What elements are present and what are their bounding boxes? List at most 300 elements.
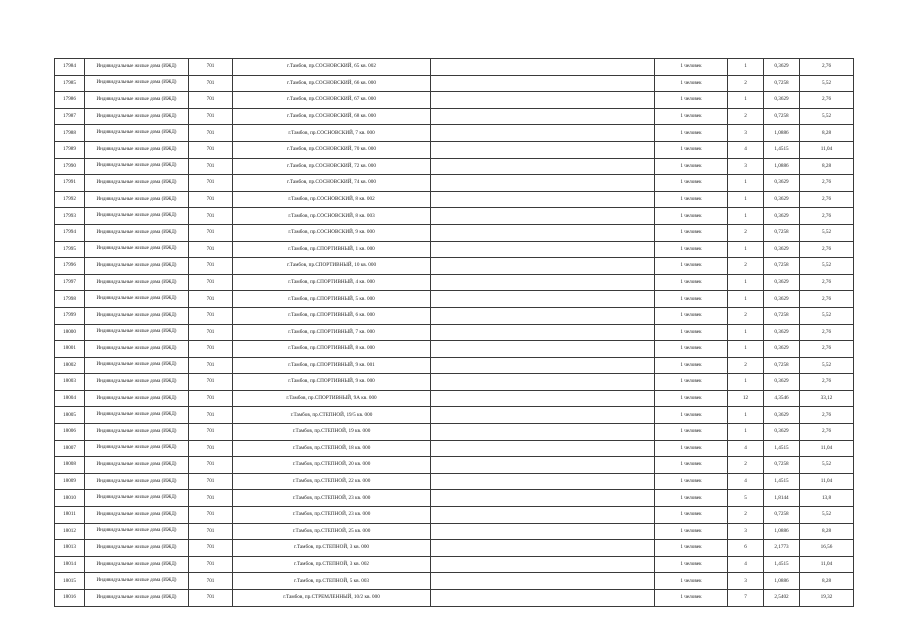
unit-cell: 1 человек: [655, 274, 728, 291]
code-cell: 701: [189, 75, 233, 92]
housing-type-cell: Индивидуальные жилые дома (ИЖД): [85, 573, 189, 590]
unit-cell: 1 человек: [655, 573, 728, 590]
row-id-cell: 18002: [55, 357, 85, 374]
total-cell: 13,8: [800, 490, 854, 507]
unit-cell: 1 человек: [655, 540, 728, 557]
total-cell: 11,04: [800, 440, 854, 457]
total-cell: 2,76: [800, 324, 854, 341]
total-cell: 11,04: [800, 473, 854, 490]
quantity-cell: 3: [728, 125, 764, 142]
quantity-cell: 5: [728, 490, 764, 507]
housing-type-cell: Индивидуальные жилые дома (ИЖД): [85, 523, 189, 540]
total-cell: 33,12: [800, 390, 854, 407]
total-cell: 19,32: [800, 590, 854, 607]
value-cell: 0,3629: [764, 291, 800, 308]
address-cell: г.Тамбов, пр.СОСНОВСКИЙ, 68 кв. 000: [233, 108, 431, 125]
quantity-cell: 2: [728, 307, 764, 324]
total-cell: 2,76: [800, 92, 854, 109]
address-cell: г.Тамбов, пр.СОСНОВСКИЙ, 7 кв. 000: [233, 125, 431, 142]
total-cell: 2,76: [800, 241, 854, 258]
value-cell: 0,3629: [764, 208, 800, 225]
address-cell: г.Тамбов, пр.СТЕПНОЙ, 5 кв. 003: [233, 573, 431, 590]
table-row: [55, 324, 854, 341]
row-id-cell: 18011: [55, 507, 85, 524]
code-cell: 701: [189, 540, 233, 557]
code-cell: 701: [189, 424, 233, 441]
quantity-cell: 1: [728, 374, 764, 391]
code-cell: 701: [189, 507, 233, 524]
quantity-cell: 3: [728, 573, 764, 590]
unit-cell: 1 человек: [655, 141, 728, 158]
address-cell: г.Тамбов, пр.СТЕПНОЙ, 22 кв. 000: [233, 473, 431, 490]
quantity-cell: 1: [728, 59, 764, 76]
empty-cell: [431, 208, 655, 225]
address-cell: г.Тамбов, пр.СПОРТИВНЫЙ, 1 кв. 000: [233, 241, 431, 258]
address-cell: г.Тамбов, пр.СПОРТИВНЫЙ, 9 кв. 001: [233, 357, 431, 374]
row-id-cell: 17995: [55, 241, 85, 258]
row-id-cell: 17991: [55, 175, 85, 192]
housing-type-cell: Индивидуальные жилые дома (ИЖД): [85, 258, 189, 275]
empty-cell: [431, 556, 655, 573]
value-cell: 1,4515: [764, 440, 800, 457]
total-cell: 2,76: [800, 374, 854, 391]
empty-cell: [431, 191, 655, 208]
row-id-cell: 17988: [55, 125, 85, 142]
housing-type-cell: Индивидуальные жилые дома (ИЖД): [85, 224, 189, 241]
row-id-cell: 18001: [55, 341, 85, 358]
unit-cell: 1 человек: [655, 258, 728, 275]
address-cell: г.Тамбов, пр.СОСНОВСКИЙ, 70 кв. 000: [233, 141, 431, 158]
code-cell: 701: [189, 125, 233, 142]
value-cell: 0,3629: [764, 191, 800, 208]
unit-cell: 1 человек: [655, 175, 728, 192]
table-row: [55, 424, 854, 441]
value-cell: 0,7258: [764, 108, 800, 125]
row-id-cell: 17997: [55, 274, 85, 291]
total-cell: 2,76: [800, 175, 854, 192]
empty-cell: [431, 125, 655, 142]
empty-cell: [431, 407, 655, 424]
table-row: [55, 108, 854, 125]
quantity-cell: 3: [728, 158, 764, 175]
table-row: [55, 274, 854, 291]
empty-cell: [431, 224, 655, 241]
empty-cell: [431, 291, 655, 308]
unit-cell: 1 человек: [655, 457, 728, 474]
total-cell: 5,52: [800, 507, 854, 524]
unit-cell: 1 человек: [655, 125, 728, 142]
address-cell: г.Тамбов, пр.СПОРТИВНЫЙ, 6 кв. 000: [233, 307, 431, 324]
value-cell: 1,0886: [764, 125, 800, 142]
quantity-cell: 7: [728, 590, 764, 607]
unit-cell: 1 человек: [655, 208, 728, 225]
total-cell: 2,76: [800, 407, 854, 424]
total-cell: 5,52: [800, 108, 854, 125]
housing-type-cell: Индивидуальные жилые дома (ИЖД): [85, 241, 189, 258]
empty-cell: [431, 473, 655, 490]
housing-type-cell: Индивидуальные жилые дома (ИЖД): [85, 175, 189, 192]
table-row: [55, 407, 854, 424]
empty-cell: [431, 258, 655, 275]
quantity-cell: 1: [728, 191, 764, 208]
unit-cell: 1 человек: [655, 291, 728, 308]
row-id-cell: 18000: [55, 324, 85, 341]
housing-type-cell: Индивидуальные жилые дома (ИЖД): [85, 125, 189, 142]
table-row: [55, 457, 854, 474]
unit-cell: 1 человек: [655, 158, 728, 175]
quantity-cell: 2: [728, 224, 764, 241]
table-row: [55, 507, 854, 524]
address-cell: г.Тамбов, пр.СТЕПНОЙ, 23 кв. 000: [233, 490, 431, 507]
empty-cell: [431, 390, 655, 407]
empty-cell: [431, 307, 655, 324]
row-id-cell: 17990: [55, 158, 85, 175]
quantity-cell: 2: [728, 457, 764, 474]
table-row: [55, 191, 854, 208]
quantity-cell: 1: [728, 291, 764, 308]
table-row: [55, 59, 854, 76]
total-cell: 11,04: [800, 556, 854, 573]
unit-cell: 1 человек: [655, 473, 728, 490]
unit-cell: 1 человек: [655, 324, 728, 341]
quantity-cell: 1: [728, 274, 764, 291]
table-row: [55, 125, 854, 142]
quantity-cell: 12: [728, 390, 764, 407]
row-id-cell: 18014: [55, 556, 85, 573]
table-row: [55, 307, 854, 324]
housing-type-cell: Индивидуальные жилые дома (ИЖД): [85, 556, 189, 573]
quantity-cell: 1: [728, 324, 764, 341]
value-cell: 1,4515: [764, 473, 800, 490]
unit-cell: 1 человек: [655, 357, 728, 374]
table-row: [55, 357, 854, 374]
empty-cell: [431, 374, 655, 391]
empty-cell: [431, 341, 655, 358]
table-row: [55, 390, 854, 407]
housing-type-cell: Индивидуальные жилые дома (ИЖД): [85, 540, 189, 557]
housing-type-cell: Индивидуальные жилые дома (ИЖД): [85, 424, 189, 441]
total-cell: 8,28: [800, 573, 854, 590]
empty-cell: [431, 158, 655, 175]
quantity-cell: 1: [728, 341, 764, 358]
value-cell: 0,3629: [764, 59, 800, 76]
code-cell: 701: [189, 324, 233, 341]
table-row: [55, 523, 854, 540]
row-id-cell: 17987: [55, 108, 85, 125]
housing-type-cell: Индивидуальные жилые дома (ИЖД): [85, 590, 189, 607]
row-id-cell: 18009: [55, 473, 85, 490]
table-row: [55, 208, 854, 225]
housing-type-cell: Индивидуальные жилые дома (ИЖД): [85, 208, 189, 225]
value-cell: 1,0886: [764, 573, 800, 590]
row-id-cell: 18015: [55, 573, 85, 590]
value-cell: 2,5402: [764, 590, 800, 607]
table-body: [55, 59, 854, 607]
total-cell: 5,52: [800, 224, 854, 241]
unit-cell: 1 человек: [655, 374, 728, 391]
code-cell: 701: [189, 407, 233, 424]
address-cell: г.Тамбов, пр.СТРЕМЛЕННЫЙ, 10/2 кв. 000: [233, 590, 431, 607]
empty-cell: [431, 241, 655, 258]
housing-type-cell: Индивидуальные жилые дома (ИЖД): [85, 390, 189, 407]
code-cell: 701: [189, 556, 233, 573]
row-id-cell: 18006: [55, 424, 85, 441]
value-cell: 0,7258: [764, 507, 800, 524]
code-cell: 701: [189, 59, 233, 76]
empty-cell: [431, 92, 655, 109]
table-row: [55, 473, 854, 490]
code-cell: 701: [189, 473, 233, 490]
value-cell: 1,8144: [764, 490, 800, 507]
address-cell: г.Тамбов, пр.СПОРТИВНЫЙ, 9А кв. 000: [233, 390, 431, 407]
empty-cell: [431, 274, 655, 291]
unit-cell: 1 человек: [655, 241, 728, 258]
empty-cell: [431, 108, 655, 125]
unit-cell: 1 человек: [655, 307, 728, 324]
address-cell: г.Тамбов, пр.СТЕПНОЙ, 20 кв. 000: [233, 457, 431, 474]
quantity-cell: 4: [728, 440, 764, 457]
row-id-cell: 17998: [55, 291, 85, 308]
code-cell: 701: [189, 108, 233, 125]
total-cell: 2,76: [800, 191, 854, 208]
address-cell: г.Тамбов, пр.СТЕПНОЙ, 3 кв. 002: [233, 556, 431, 573]
total-cell: 11,04: [800, 141, 854, 158]
empty-cell: [431, 523, 655, 540]
quantity-cell: 2: [728, 75, 764, 92]
value-cell: 1,4515: [764, 556, 800, 573]
total-cell: 8,28: [800, 125, 854, 142]
address-cell: г.Тамбов, пр.СПОРТИВНЫЙ, 8 кв. 000: [233, 341, 431, 358]
code-cell: 701: [189, 274, 233, 291]
quantity-cell: 6: [728, 540, 764, 557]
table-row: [55, 224, 854, 241]
table-row: [55, 374, 854, 391]
address-cell: г.Тамбов, пр.СПОРТИВНЫЙ, 4 кв. 000: [233, 274, 431, 291]
total-cell: 5,52: [800, 75, 854, 92]
empty-cell: [431, 490, 655, 507]
total-cell: 2,76: [800, 424, 854, 441]
housing-type-cell: Индивидуальные жилые дома (ИЖД): [85, 75, 189, 92]
value-cell: 1,4515: [764, 141, 800, 158]
code-cell: 701: [189, 175, 233, 192]
unit-cell: 1 человек: [655, 523, 728, 540]
empty-cell: [431, 424, 655, 441]
housing-type-cell: Индивидуальные жилые дома (ИЖД): [85, 141, 189, 158]
code-cell: 701: [189, 590, 233, 607]
quantity-cell: 2: [728, 357, 764, 374]
value-cell: 0,3629: [764, 407, 800, 424]
code-cell: 701: [189, 141, 233, 158]
quantity-cell: 4: [728, 473, 764, 490]
total-cell: 5,52: [800, 357, 854, 374]
empty-cell: [431, 590, 655, 607]
table-row: [55, 175, 854, 192]
empty-cell: [431, 75, 655, 92]
value-cell: 0,7258: [764, 457, 800, 474]
empty-cell: [431, 141, 655, 158]
row-id-cell: 17996: [55, 258, 85, 275]
unit-cell: 1 человек: [655, 440, 728, 457]
row-id-cell: 17989: [55, 141, 85, 158]
unit-cell: 1 человек: [655, 390, 728, 407]
empty-cell: [431, 507, 655, 524]
total-cell: 2,76: [800, 274, 854, 291]
code-cell: 701: [189, 341, 233, 358]
value-cell: 0,3629: [764, 274, 800, 291]
address-cell: г.Тамбов, пр.СПОРТИВНЫЙ, 10 кв. 000: [233, 258, 431, 275]
housing-type-cell: Индивидуальные жилые дома (ИЖД): [85, 357, 189, 374]
housing-type-cell: Индивидуальные жилые дома (ИЖД): [85, 291, 189, 308]
address-cell: г.Тамбов, пр.СТЕПНОЙ, 25 кв. 000: [233, 523, 431, 540]
table-row: [55, 590, 854, 607]
address-cell: г.Тамбов, пр.СОСНОВСКИЙ, 9 кв. 000: [233, 224, 431, 241]
value-cell: 0,3629: [764, 92, 800, 109]
code-cell: 701: [189, 523, 233, 540]
unit-cell: 1 человек: [655, 407, 728, 424]
value-cell: 0,3629: [764, 341, 800, 358]
housing-type-cell: Индивидуальные жилые дома (ИЖД): [85, 158, 189, 175]
code-cell: 701: [189, 208, 233, 225]
total-cell: 5,52: [800, 307, 854, 324]
row-id-cell: 17986: [55, 92, 85, 109]
row-id-cell: 18003: [55, 374, 85, 391]
row-id-cell: 18007: [55, 440, 85, 457]
row-id-cell: 17985: [55, 75, 85, 92]
total-cell: 16,56: [800, 540, 854, 557]
address-cell: г.Тамбов, пр.СОСНОВСКИЙ, 8 кв. 002: [233, 191, 431, 208]
value-cell: 0,3629: [764, 324, 800, 341]
housing-type-cell: Индивидуальные жилые дома (ИЖД): [85, 440, 189, 457]
code-cell: 701: [189, 158, 233, 175]
code-cell: 701: [189, 224, 233, 241]
total-cell: 5,52: [800, 457, 854, 474]
code-cell: 701: [189, 307, 233, 324]
unit-cell: 1 человек: [655, 424, 728, 441]
table-row: [55, 241, 854, 258]
quantity-cell: 1: [728, 407, 764, 424]
housing-type-cell: Индивидуальные жилые дома (ИЖД): [85, 457, 189, 474]
value-cell: 4,3546: [764, 390, 800, 407]
unit-cell: 1 человек: [655, 224, 728, 241]
row-id-cell: 18005: [55, 407, 85, 424]
address-cell: г.Тамбов, пр.СТЕПНОЙ, 19 кв. 000: [233, 424, 431, 441]
housing-type-cell: Индивидуальные жилые дома (ИЖД): [85, 407, 189, 424]
value-cell: 0,3629: [764, 374, 800, 391]
code-cell: 701: [189, 440, 233, 457]
address-cell: г.Тамбов, пр.СОСНОВСКИЙ, 74 кв. 000: [233, 175, 431, 192]
unit-cell: 1 человек: [655, 75, 728, 92]
housing-type-cell: Индивидуальные жилые дома (ИЖД): [85, 473, 189, 490]
table-row: [55, 540, 854, 557]
row-id-cell: 18010: [55, 490, 85, 507]
code-cell: 701: [189, 258, 233, 275]
code-cell: 701: [189, 357, 233, 374]
housing-type-cell: Индивидуальные жилые дома (ИЖД): [85, 191, 189, 208]
quantity-cell: 3: [728, 523, 764, 540]
quantity-cell: 1: [728, 208, 764, 225]
code-cell: 701: [189, 374, 233, 391]
value-cell: 0,3629: [764, 175, 800, 192]
address-cell: г.Тамбов, пр.СТЕПНОЙ, 18 кв. 000: [233, 440, 431, 457]
address-cell: г.Тамбов, пр.СОСНОВСКИЙ, 67 кв. 000: [233, 92, 431, 109]
row-id-cell: 17999: [55, 307, 85, 324]
total-cell: 2,76: [800, 291, 854, 308]
address-cell: г.Тамбов, пр.СТЕПНОЙ, 19/5 кв. 000: [233, 407, 431, 424]
total-cell: 2,76: [800, 208, 854, 225]
value-cell: 0,3629: [764, 241, 800, 258]
unit-cell: 1 человек: [655, 92, 728, 109]
code-cell: 701: [189, 490, 233, 507]
housing-type-cell: Индивидуальные жилые дома (ИЖД): [85, 108, 189, 125]
value-cell: 0,7258: [764, 357, 800, 374]
code-cell: 701: [189, 457, 233, 474]
address-cell: г.Тамбов, пр.СПОРТИВНЫЙ, 5 кв. 000: [233, 291, 431, 308]
residents-table: [54, 58, 854, 607]
empty-cell: [431, 59, 655, 76]
housing-type-cell: Индивидуальные жилые дома (ИЖД): [85, 307, 189, 324]
value-cell: 2,1773: [764, 540, 800, 557]
unit-cell: 1 человек: [655, 556, 728, 573]
address-cell: г.Тамбов, пр.СПОРТИВНЫЙ, 9 кв. 000: [233, 374, 431, 391]
address-cell: г.Тамбов, пр.СТЕПНОЙ, 23 кв. 000: [233, 507, 431, 524]
table-row: [55, 92, 854, 109]
quantity-cell: 1: [728, 92, 764, 109]
empty-cell: [431, 357, 655, 374]
empty-cell: [431, 175, 655, 192]
table-row: [55, 490, 854, 507]
housing-type-cell: Индивидуальные жилые дома (ИЖД): [85, 341, 189, 358]
address-cell: г.Тамбов, пр.СТЕПНОЙ, 3 кв. 000: [233, 540, 431, 557]
quantity-cell: 1: [728, 424, 764, 441]
total-cell: 5,52: [800, 258, 854, 275]
housing-type-cell: Индивидуальные жилые дома (ИЖД): [85, 92, 189, 109]
code-cell: 701: [189, 92, 233, 109]
address-cell: г.Тамбов, пр.СПОРТИВНЫЙ, 7 кв. 000: [233, 324, 431, 341]
table-row: [55, 158, 854, 175]
table-row: [55, 341, 854, 358]
table-row: [55, 573, 854, 590]
empty-cell: [431, 457, 655, 474]
quantity-cell: 2: [728, 507, 764, 524]
housing-type-cell: Индивидуальные жилые дома (ИЖД): [85, 374, 189, 391]
table-row: [55, 291, 854, 308]
value-cell: 1,0886: [764, 158, 800, 175]
empty-cell: [431, 573, 655, 590]
table-row: [55, 556, 854, 573]
row-id-cell: 18004: [55, 390, 85, 407]
value-cell: 0,7258: [764, 224, 800, 241]
quantity-cell: 4: [728, 141, 764, 158]
unit-cell: 1 человек: [655, 507, 728, 524]
unit-cell: 1 человек: [655, 59, 728, 76]
value-cell: 1,0886: [764, 523, 800, 540]
value-cell: 0,3629: [764, 424, 800, 441]
empty-cell: [431, 540, 655, 557]
address-cell: г.Тамбов, пр.СОСНОВСКИЙ, 65 кв. 002: [233, 59, 431, 76]
unit-cell: 1 человек: [655, 191, 728, 208]
value-cell: 0,7258: [764, 307, 800, 324]
table-row: [55, 141, 854, 158]
row-id-cell: 18008: [55, 457, 85, 474]
quantity-cell: 1: [728, 241, 764, 258]
row-id-cell: 17994: [55, 224, 85, 241]
table-row: [55, 258, 854, 275]
housing-type-cell: Индивидуальные жилые дома (ИЖД): [85, 507, 189, 524]
code-cell: 701: [189, 291, 233, 308]
total-cell: 8,28: [800, 158, 854, 175]
value-cell: 0,7258: [764, 258, 800, 275]
unit-cell: 1 человек: [655, 490, 728, 507]
